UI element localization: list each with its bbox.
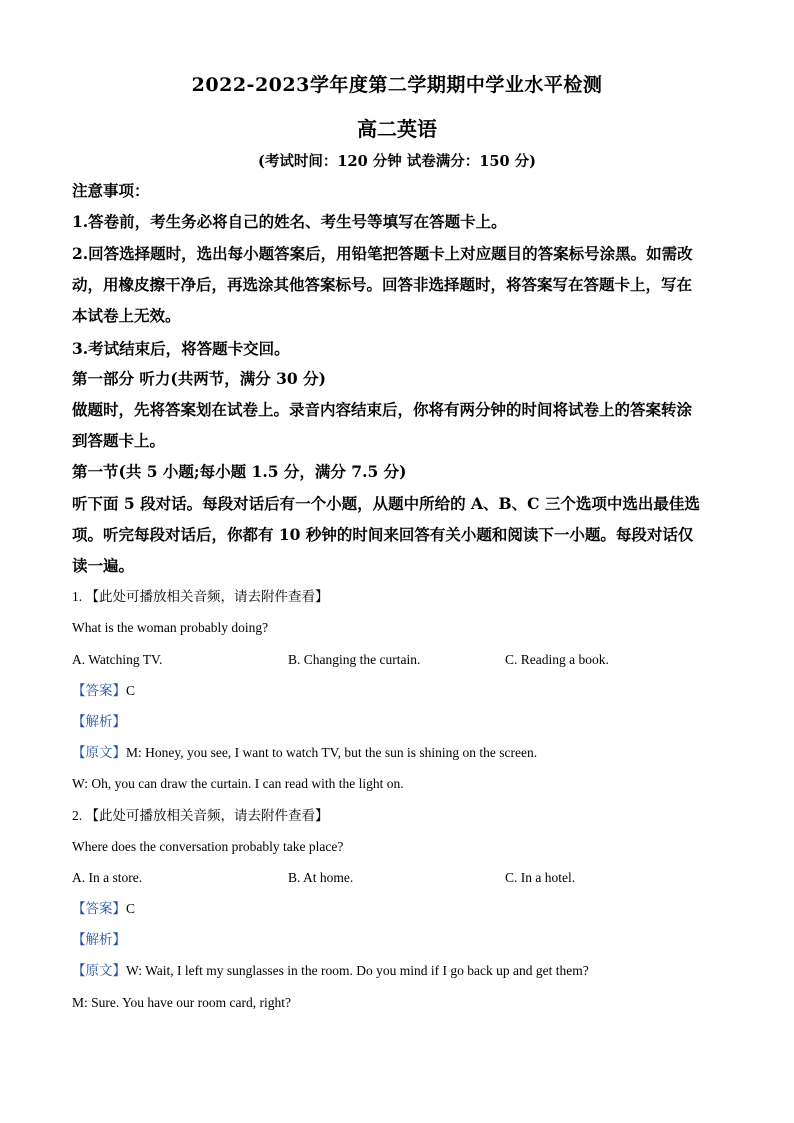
note-item-3: 3.考试结束后，将答题卡交回。 (72, 339, 290, 358)
q2-option-a: A. In a store. (72, 870, 143, 885)
q1-answer-tag: 【答案】 (72, 683, 126, 698)
part1-heading: 第一部分 听力(共两节，满分 30 分) (72, 369, 326, 388)
q2-answer-row (72, 900, 135, 918)
q1-audio-link[interactable]: 1. 【此处可播放相关音频，请去附件查看】 (72, 589, 329, 604)
q2-transcript-line-1 (72, 962, 589, 980)
note-item-2-line-1: 2.回答选择题时，选出每小题答案后，用铅笔把答题卡上对应题目的答案标号涂黑。如需改 (72, 244, 693, 263)
q1-answer-row (72, 682, 135, 700)
q2-answer-tag: 【答案】 (72, 901, 126, 916)
q1-transcript-tag: 【原文】 (72, 745, 126, 760)
q1-answer-value: C (126, 683, 136, 698)
note-item-2-line-3: 本试卷上无效。 (72, 306, 181, 325)
q2-transcript-line-2: M: Sure. You have our room card, right? (72, 995, 291, 1010)
q2-question: Where does the conversation probably take place? (72, 839, 344, 854)
q1-analysis-tag: 【解析】 (72, 714, 126, 729)
part1-instruction-line-1: 做题时，先将答案划在试卷上。录音内容结束后，你将有两分钟的时间将试卷上的答案转涂 (72, 400, 693, 419)
q2-audio-link[interactable]: 2. 【此处可播放相关音频，请去附件查看】 (72, 808, 329, 823)
note-item-1: 1.答卷前，考生务必将自己的姓名、考生号等填写在答题卡上。 (72, 212, 507, 231)
part1-instruction-line-2: 到答题卡上。 (72, 431, 166, 450)
q1-transcript-line-2: W: Oh, you can draw the curtain. I can read with the light on. (72, 776, 404, 791)
q1-transcript-line-1 (72, 744, 537, 762)
section1-line-1: 听下面 5 段对话。每段对话后有一个小题，从题中所给的 A、B、C 三个选项中选出最佳选 (72, 494, 700, 513)
q2-option-c: C. In a hotel. (505, 870, 576, 885)
q2-transcript-text-1: W: Wait, I left my sunglasses in the room. Do you mind if I go back up and get them? (126, 963, 589, 978)
section1-line-3: 读一遍。 (72, 556, 135, 575)
exam-info: (考试时间：120 分钟 试卷满分：150 分) (258, 153, 536, 170)
subject-title: 高二英语 (357, 117, 437, 141)
note-item-2-line-2: 动，用橡皮擦干净后，再选涂其他答案标号。回答非选择题时，将答案写在答题卡上，写在 (72, 275, 693, 294)
exam-title: 2022-2023学年度第二学期期中学业水平检测 (191, 74, 603, 96)
section1-line-2: 项。听完每段对话后，你都有 10 秒钟的时间来回答有关小题和阅读下一小题。每段对话仅 (72, 525, 694, 544)
q1-option-c: C. Reading a book. (505, 652, 609, 667)
section1-heading: 第一节(共 5 小题;每小题 1.5 分，满分 7.5 分) (72, 462, 407, 481)
q2-answer-value: C (126, 901, 136, 916)
q2-transcript-tag: 【原文】 (72, 963, 126, 978)
q1-question: What is the woman probably doing? (72, 620, 269, 635)
q1-transcript-text-1: M: Honey, you see, I want to watch TV, but the sun is shining on the screen. (126, 745, 538, 760)
q2-option-b: B. At home. (288, 870, 354, 885)
q1-option-a: A. Watching TV. (72, 652, 163, 667)
notes-heading: 注意事项： (72, 181, 150, 200)
q1-option-b: B. Changing the curtain. (288, 652, 421, 667)
q2-analysis-tag: 【解析】 (72, 932, 126, 947)
